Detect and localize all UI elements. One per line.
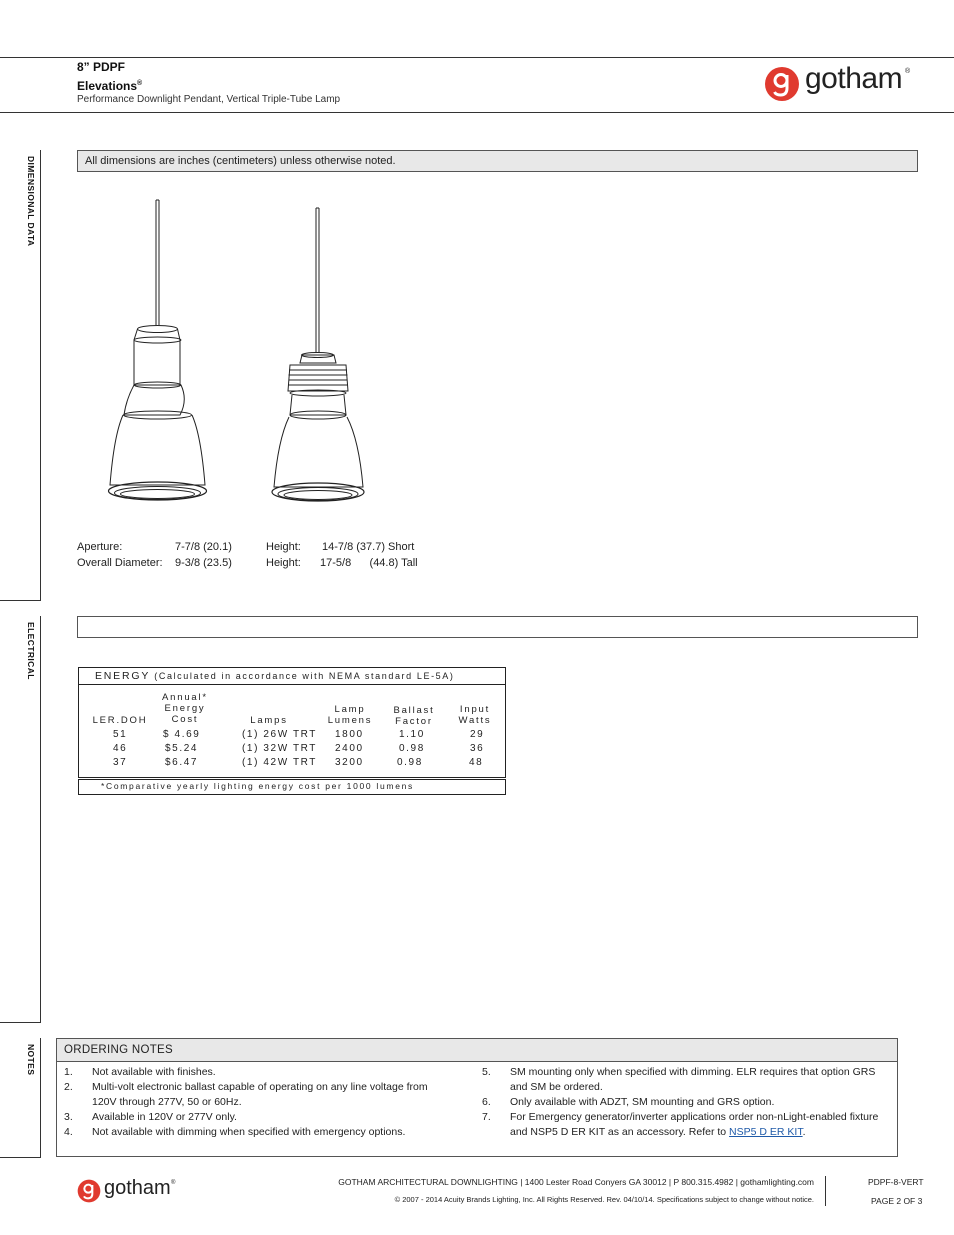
energy-col-lumens: Lamp Lumens — [327, 704, 373, 726]
fixture-elevation-tall — [262, 205, 374, 510]
gotham-logo — [764, 62, 914, 102]
footer-doc-code: PDPF-8-VERT — [868, 1177, 924, 1187]
energy-table: ENERGY (Calculated in accordance with NEMA standard LE-5A) LER.DOH Annual* Energy Cost Lamps Lamp Lumens Ballast Factor Input Watts 51 $ 4.69 (1) 26W TRT 1800 1.10 29 46 $5.24 (1) 32W TRT 2400 0.98 36 37 $6.47 (1) 42W TRT 3200 0.98 48 — [78, 667, 506, 778]
list-item: 2. Multi-volt electronic ballast capable of operating on any line voltage from 120V through 277V, 50 or 60Hz. — [64, 1081, 428, 1108]
dim-diameter-value: 9-3/8 (23.5) — [175, 557, 232, 569]
list-item: 4. Not available with dimming when specified with emergency options. — [64, 1126, 406, 1138]
footer-logo-registered-mark: ® — [171, 1180, 176, 1186]
list-item: 6. Only available with ADZT, SM mounting and GRS option. — [482, 1096, 775, 1108]
dim-height-short-label: Height: — [266, 541, 301, 553]
side-divider-notes — [40, 1038, 41, 1157]
dimensions-notice: All dimensions are inches (centimeters) unless otherwise noted. — [77, 150, 918, 172]
fixture-elevation-short — [100, 195, 210, 510]
footer-logo-wordmark: gotham — [104, 1177, 171, 1199]
energy-col-cost: Annual* Energy Cost — [162, 692, 208, 725]
nsp5-kit-link[interactable]: NSP5 D ER KIT — [729, 1126, 803, 1138]
energy-col-ler: LER.DOH — [92, 715, 148, 726]
list-item: 7. For Emergency generator/inverter applications order non-nLight-enabled fixture and NSP5 D ER KIT as an accessory. Refer to NSP5 D ER KIT. — [482, 1111, 879, 1138]
dim-height-short-value: 14-7/8 (37.7) Short — [322, 541, 415, 553]
dim-height-tall-value: 17-5/8 (44.8) Tall — [320, 557, 418, 569]
energy-table-title: ENERGY (Calculated in accordance with NEMA standard LE-5A) — [79, 668, 505, 685]
footer-divider — [825, 1176, 826, 1206]
list-item: 5. SM mounting only when specified with dimming. ELR requires that option GRS and SM be ordered. — [482, 1066, 876, 1093]
ordering-notes — [56, 1038, 898, 1157]
header-top-rule — [0, 57, 954, 58]
side-label-notes: NOTES — [26, 1044, 36, 1076]
energy-col-lamps: Lamps — [250, 715, 288, 726]
gotham-logo-icon — [764, 66, 800, 102]
footer-page-number: PAGE 2 OF 3 — [871, 1196, 923, 1206]
product-subtitle: Performance Downlight Pendant, Vertical Triple-Tube Lamp — [77, 94, 341, 105]
dim-diameter-label: Overall Diameter: — [77, 557, 163, 569]
side-label-dimensional: DIMENSIONAL DATA — [26, 156, 36, 247]
product-name: 8” PDPF — [77, 60, 126, 74]
dim-height-tall-label: Height: — [266, 557, 301, 569]
dim-aperture-label: Aperture: — [77, 541, 123, 553]
header-bottom-rule — [0, 112, 954, 113]
logo-wordmark: gotham — [805, 62, 903, 95]
footer-copyright: © 2007 - 2014 Acuity Brands Lighting, Inc. All Rights Reserved. Rev. 04/10/14. Specifications subject to change without notice. — [394, 1195, 814, 1204]
list-item: 1. Not available with finishes. — [64, 1066, 216, 1078]
energy-footnote: *Comparative yearly lighting energy cost per 1000 lumens — [78, 779, 506, 795]
dim-aperture-value: 7-7/8 (20.1) — [175, 541, 232, 553]
ordering-notes-title: ORDERING NOTES — [57, 1039, 897, 1062]
registered-mark: ® — [137, 80, 143, 87]
side-tick-dimensional — [0, 600, 41, 601]
side-label-electrical: ELECTRICAL — [26, 622, 36, 680]
footer-address: GOTHAM ARCHITECTURAL DOWNLIGHTING | 1400 Lester Road Conyers GA 30012 | P 800.315.4982 | gothamlighting.com — [338, 1177, 814, 1187]
gotham-logo-icon — [77, 1179, 101, 1203]
electrical-header-bar — [77, 616, 918, 638]
series-name: Elevations® — [77, 79, 143, 93]
footer-logo — [77, 1179, 187, 1203]
side-divider-dimensional — [40, 150, 41, 600]
list-item: 3. Available in 120V or 277V only. — [64, 1111, 237, 1123]
side-tick-electrical — [0, 1022, 41, 1023]
energy-col-watts: Input Watts — [458, 704, 492, 726]
side-tick-notes — [0, 1157, 41, 1158]
side-divider-electrical — [40, 616, 41, 1022]
energy-col-ballast: Ballast Factor — [393, 705, 435, 727]
logo-registered-mark: ® — [905, 68, 911, 75]
